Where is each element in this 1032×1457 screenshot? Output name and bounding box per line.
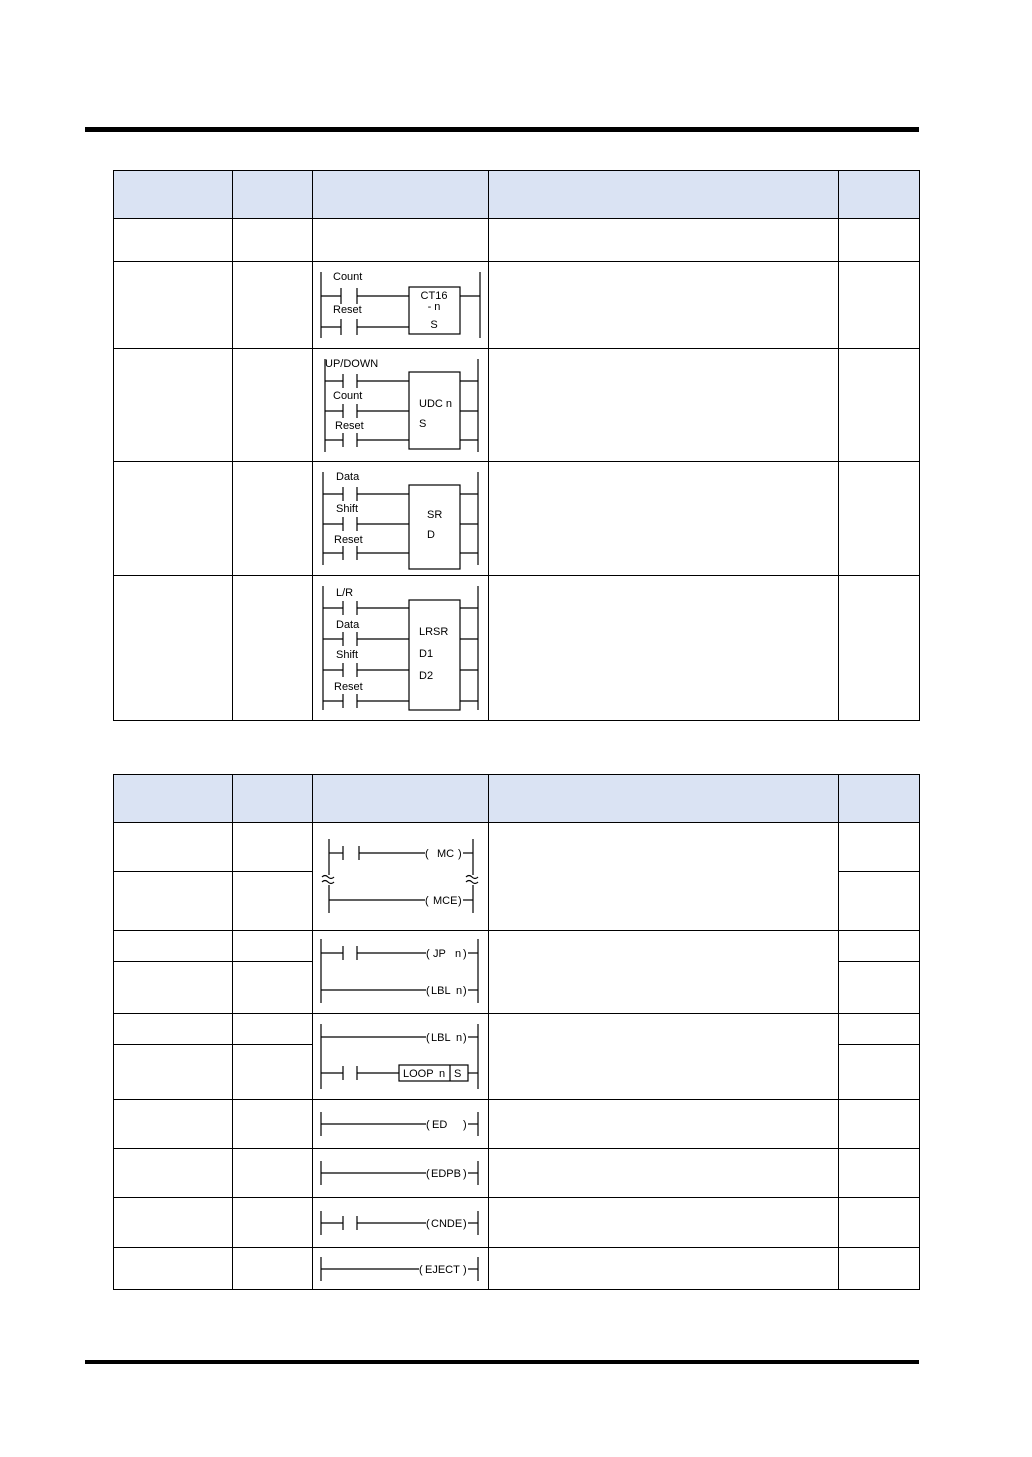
loop-box-param: n bbox=[439, 1068, 446, 1080]
ladder-diagram-jp-lbl bbox=[313, 931, 488, 1013]
mce-coil-label: MCE bbox=[433, 895, 458, 907]
sr-box-name: SR bbox=[427, 509, 443, 521]
ladder-diagram-sr bbox=[313, 462, 488, 575]
ct-reset-label: Reset bbox=[333, 304, 362, 316]
table-header-row bbox=[114, 775, 920, 823]
eject-coil-label: EJECT bbox=[425, 1264, 460, 1276]
ladder-diagram-ct16 bbox=[313, 262, 488, 348]
ct-box-operand: S bbox=[430, 319, 438, 331]
mce-close-paren: ) bbox=[458, 895, 462, 907]
top-rule bbox=[85, 127, 919, 132]
udc-box-name: UDC n bbox=[419, 398, 453, 410]
lrsr-shift-label: Shift bbox=[336, 649, 359, 661]
header-cell bbox=[313, 171, 489, 219]
jp-param: n bbox=[455, 948, 462, 960]
mce-open-paren: ( bbox=[425, 895, 429, 907]
table-header-row bbox=[114, 171, 920, 219]
loop-lbl-param: n bbox=[456, 1032, 463, 1044]
mc-close-paren: ) bbox=[458, 848, 462, 860]
lbl-close-paren: ) bbox=[463, 985, 467, 997]
header-cell bbox=[233, 775, 313, 823]
lrsr-data-label: Data bbox=[336, 619, 360, 631]
loop-box-label: LOOP bbox=[403, 1068, 434, 1080]
sr-box-operand: D bbox=[427, 529, 435, 541]
table-row bbox=[114, 1198, 920, 1248]
header-cell bbox=[233, 171, 313, 219]
lbl-open-paren: ( bbox=[426, 985, 430, 997]
ladder-diagram-udc bbox=[313, 349, 488, 461]
ladder-diagram-lbl-loop bbox=[313, 1014, 488, 1099]
edpb-coil-label: EDPB bbox=[431, 1168, 461, 1180]
cnde-coil-label: CNDE bbox=[431, 1218, 463, 1230]
lrsr-reset-label: Reset bbox=[334, 681, 363, 693]
ladder-diagram-eject bbox=[313, 1248, 488, 1289]
table-row bbox=[114, 931, 920, 962]
udc-box-operand: S bbox=[419, 418, 427, 430]
sr-data-label: Data bbox=[336, 471, 360, 483]
edpb-close-paren: ) bbox=[463, 1168, 467, 1180]
ladder-diagram-mc-mce bbox=[313, 823, 488, 930]
loop-lbl-open-paren: ( bbox=[426, 1032, 430, 1044]
edpb-open-paren: ( bbox=[426, 1168, 430, 1180]
lbl-param: n bbox=[456, 985, 463, 997]
jp-coil-label: JP bbox=[433, 948, 446, 960]
sr-reset-label: Reset bbox=[334, 534, 363, 546]
header-cell bbox=[489, 775, 839, 823]
eject-open-paren: ( bbox=[419, 1264, 423, 1276]
header-cell bbox=[839, 775, 920, 823]
ladder-diagram-cnde bbox=[313, 1198, 488, 1247]
table-row bbox=[114, 349, 920, 462]
cnde-close-paren: ) bbox=[463, 1218, 467, 1230]
jp-close-paren: ) bbox=[463, 948, 467, 960]
ed-open-paren: ( bbox=[426, 1119, 430, 1131]
lbl-coil-label: LBL bbox=[431, 985, 451, 997]
table-row bbox=[114, 823, 920, 872]
table-row bbox=[114, 1248, 920, 1290]
table-row bbox=[114, 1014, 920, 1045]
header-cell bbox=[839, 171, 920, 219]
table-row bbox=[114, 262, 920, 349]
bottom-rule bbox=[85, 1360, 919, 1364]
table-row bbox=[114, 219, 920, 262]
table-row bbox=[114, 1100, 920, 1149]
ladder-diagram-ed bbox=[313, 1100, 488, 1148]
header-cell bbox=[114, 171, 233, 219]
ladder-diagram-edpb bbox=[313, 1149, 488, 1197]
ct-box-name: CT16 bbox=[420, 290, 448, 302]
ed-coil-label: ED bbox=[432, 1119, 448, 1131]
loop-lbl-coil-label: LBL bbox=[431, 1032, 451, 1044]
sr-shift-label: Shift bbox=[336, 503, 359, 515]
udc-reset-label: Reset bbox=[335, 420, 364, 432]
udc-count-label: Count bbox=[333, 390, 363, 402]
lrsr-box-name: LRSR bbox=[419, 626, 449, 638]
table-row bbox=[114, 1149, 920, 1198]
mc-coil-label: MC bbox=[437, 848, 455, 860]
udc-updown-label: UP/DOWN bbox=[325, 358, 379, 370]
lrsr-box-d2: D2 bbox=[419, 670, 434, 682]
table-row bbox=[114, 462, 920, 576]
header-cell bbox=[489, 171, 839, 219]
ladder-diagram-lrsr bbox=[313, 576, 488, 720]
ed-close-paren: ) bbox=[463, 1119, 467, 1131]
jp-open-paren: ( bbox=[426, 948, 430, 960]
instruction-table-1 bbox=[113, 170, 920, 721]
eject-close-paren: ) bbox=[463, 1264, 467, 1276]
mc-open-paren: ( bbox=[425, 848, 429, 860]
header-cell bbox=[313, 775, 489, 823]
lrsr-lr-label: L/R bbox=[336, 587, 354, 599]
table-row bbox=[114, 576, 920, 721]
lrsr-box-d1: D1 bbox=[419, 648, 434, 660]
loop-lbl-close-paren: ) bbox=[463, 1032, 467, 1044]
header-cell bbox=[114, 775, 233, 823]
ct-count-label: Count bbox=[333, 271, 363, 283]
loop-box-operand: S bbox=[454, 1068, 462, 1080]
cnde-open-paren: ( bbox=[426, 1218, 430, 1230]
instruction-table-2 bbox=[113, 774, 920, 1290]
ct-box-param: - n bbox=[427, 301, 441, 313]
